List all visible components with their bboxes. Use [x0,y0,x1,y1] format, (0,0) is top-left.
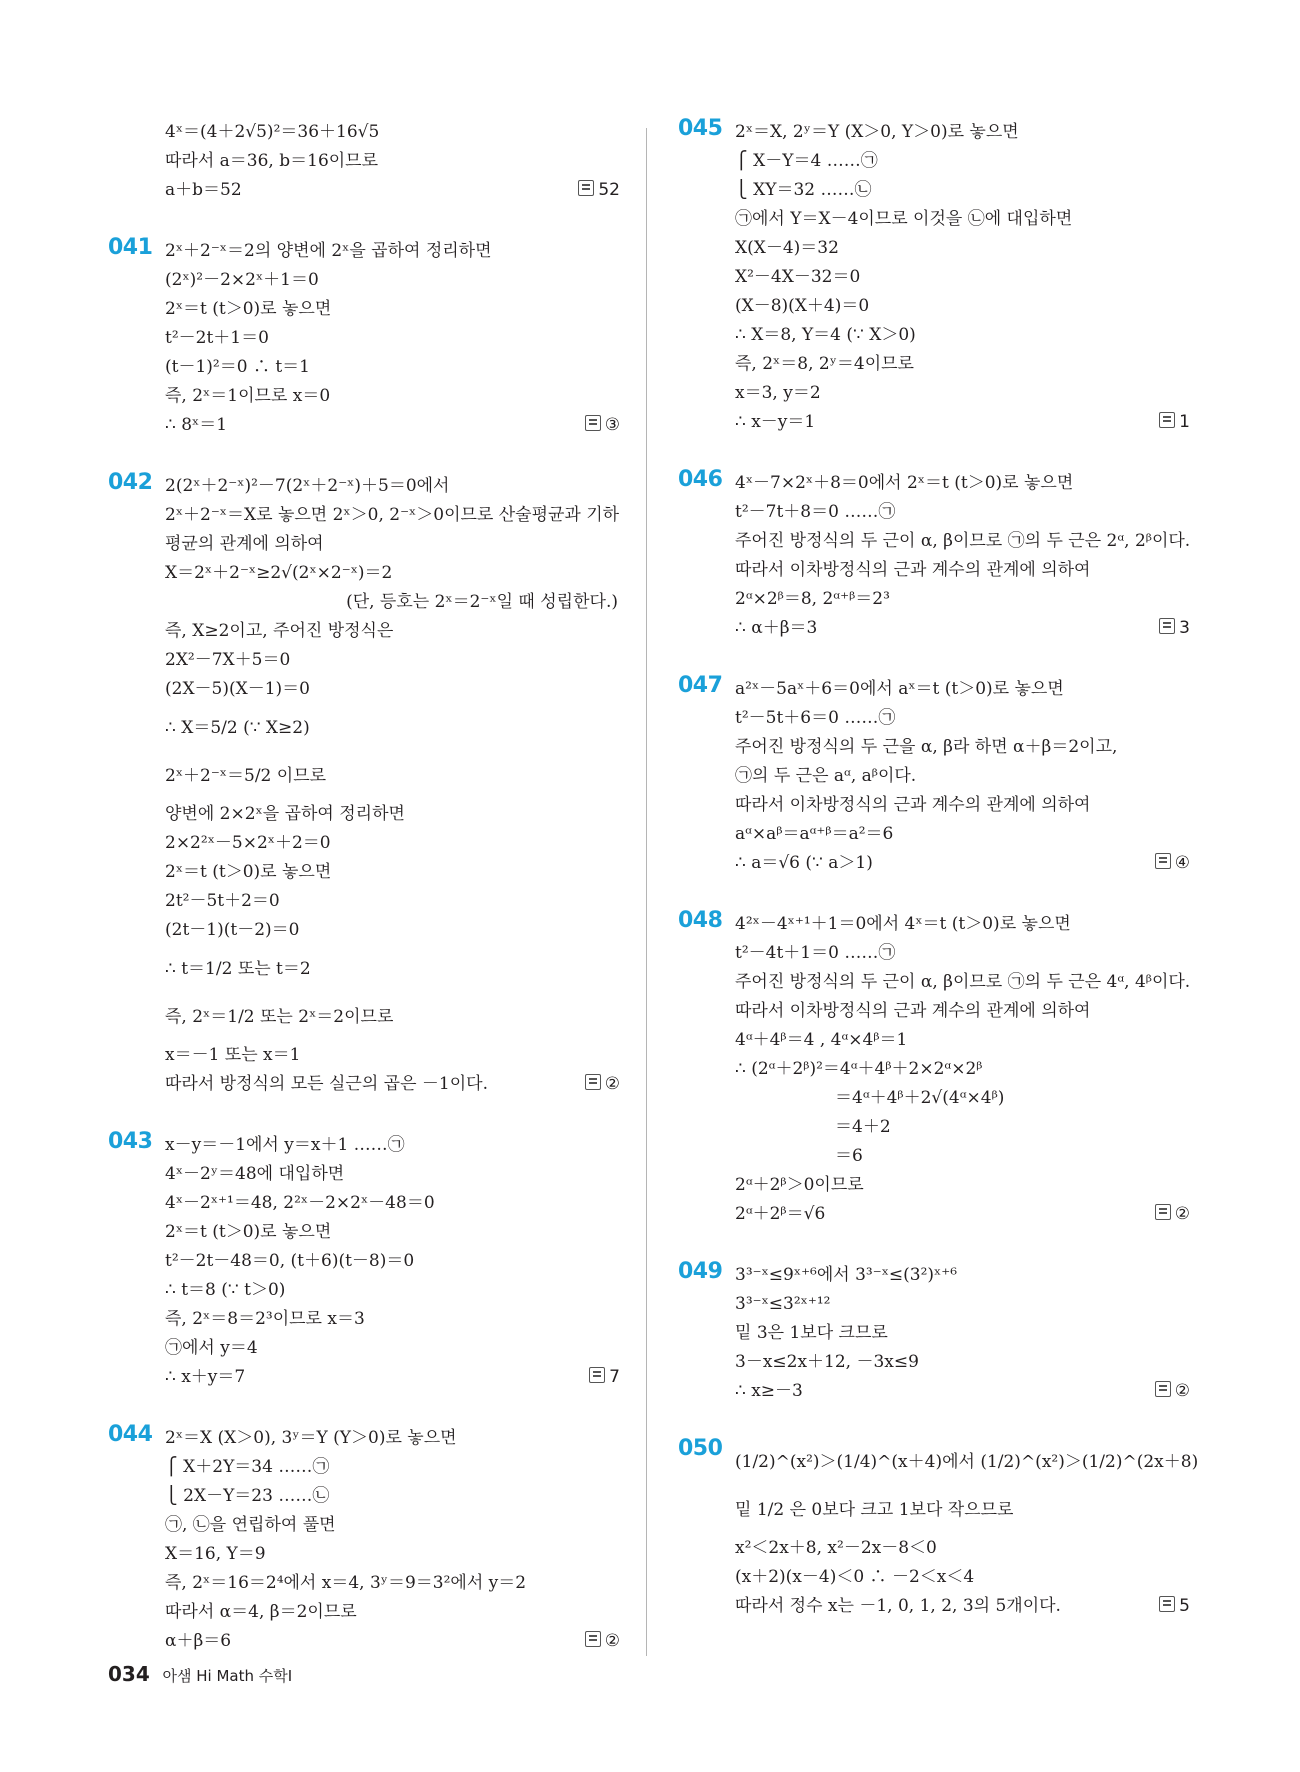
solution-line-text: a＋b＝52 [165,180,242,200]
answer-mark [585,1627,620,1656]
solution-line-text: ∴ t＝1/2 또는 t＝2 [165,959,311,979]
solution-line-text: 따라서 이차방정식의 근과 계수의 관계에 의하여 [735,560,1091,580]
problem-number: 048 [678,908,723,933]
solution-line-text: ∴ a＝√6 (∵ a＞1) [735,853,873,873]
answer-value: 3 [1179,618,1190,638]
solution-lines [735,1261,1190,1406]
solution-line-text: 따라서 α＝4, β＝2이므로 [165,1602,357,1622]
solution-lines [735,469,1190,643]
solution-line-text: 2ˣ＝t (t＞0)로 놓으면 [165,1222,332,1242]
solution-line-text: 따라서 방정식의 모든 실근의 곱은 －1이다. [165,1074,488,1094]
answer-mark [1155,1377,1190,1406]
solution-line-text: 즉, 2ˣ＝1이므로 x＝0 [165,386,331,406]
solution-line-text: (단, 등호는 2ˣ＝2⁻ˣ일 때 성립한다.) [346,592,618,612]
solution-lines [735,675,1190,878]
solution-line [165,237,620,266]
solution-line [735,408,1190,437]
solution-line [165,704,620,752]
solution-line [735,498,1190,527]
solution-line-text: 따라서 이차방정식의 근과 계수의 관계에 의하여 [735,1001,1091,1021]
solution-line [165,353,620,382]
solution-line-text: (2t－1)(t－2)＝0 [165,920,300,940]
solution-line [735,585,1190,614]
solution-line-text: 4²ˣ－4ˣ⁺¹＋1＝0에서 4ˣ＝t (t＞0)로 놓으면 [735,914,1071,934]
solution-line-text: 2t²－5t＋2＝0 [165,891,280,911]
solution-line [735,321,1190,350]
answer-value: 7 [609,1367,620,1387]
solution-line [735,1438,1199,1486]
solution-line [735,791,1190,820]
solution-line [735,820,1190,849]
solution-line [165,752,620,800]
solution-line-text: 즉, 2ˣ＝8＝2³이므로 x＝3 [165,1309,365,1329]
column-divider [646,128,647,1656]
solution-line [165,1569,620,1598]
solution-line [735,997,1190,1026]
solution-line-text: t²－4t＋1＝0 ……㉠ [735,943,896,963]
problem-number: 041 [108,235,153,260]
problem-block [678,1261,1190,1406]
solution-line-text: 따라서 정수 x는 －1, 0, 1, 2, 3의 5개이다. [735,1596,1061,1616]
solution-line [165,588,620,617]
problem-block [678,118,1190,437]
solution-line [165,324,620,353]
answer-icon [1155,1381,1171,1397]
solution-line [735,350,1190,379]
solution-line-text: ＝4ᵅ＋4ᵝ＋2√(4ᵅ×4ᵝ) [835,1088,1005,1108]
solution-line-text: 밑 1/2 은 0보다 크고 1보다 작으므로 [735,1500,1014,1520]
answer-icon [1159,1596,1175,1612]
solution-line [165,1070,620,1099]
answer-value: ③ [604,415,620,435]
answer-value: ④ [1174,853,1190,873]
solution-line [165,1041,620,1070]
answer-mark [585,1070,620,1099]
answer-value: 1 [1179,412,1190,432]
solution-line-text: 즉, 2ˣ＝1/2 또는 2ˣ＝2이므로 [165,1007,394,1027]
solution-line [165,266,620,295]
solution-line [165,382,620,411]
solution-line-text: ＝4＋2 [835,1117,891,1137]
solution-line [165,617,620,646]
solution-line [735,1113,1190,1142]
solution-line [735,469,1190,498]
solution-line-text: ∴ X＝8, Y＝4 (∵ X＞0) [735,325,916,345]
solution-line-text: (x＋2)(x－4)＜0 ∴ －2＜x＜4 [735,1567,975,1587]
solution-line-text: ⎧ X－Y＝4 ……㉠ [735,151,878,171]
solution-line [735,762,1190,791]
solution-line-text: t²－2t＋1＝0 [165,328,269,348]
solution-line [735,176,1190,205]
solution-line [165,646,620,675]
solution-line [165,411,620,440]
solution-line-text: 3－x≤2x＋12, －3x≤9 [735,1352,919,1372]
page-number: 034 [108,1662,150,1686]
solution-line [735,614,1190,643]
solution-line [165,945,620,993]
solution-line [165,530,620,559]
right-column [678,116,1199,1621]
solution-line [165,675,620,704]
solution-line-text: ∴ x－y＝1 [735,412,816,432]
solution-line [165,176,620,205]
solution-line-text: 2ˣ＝t (t＞0)로 놓으면 [165,299,332,319]
solution-line-text: (2ˣ)²－2×2ˣ＋1＝0 [165,270,319,290]
solution-line [735,379,1190,408]
solution-line-text: 2ᵅ×2ᵝ＝8, 2ᵅ⁺ᵝ＝2³ [735,589,890,609]
solution-line [735,968,1190,997]
solution-lines [165,1131,620,1392]
solution-line-text: ㉠에서 y＝4 [165,1338,258,1358]
answer-mark [1159,408,1190,437]
solution-line-text: 2ˣ＋2⁻ˣ＝X로 놓으면 2ˣ＞0, 2⁻ˣ＞0이므로 산술평균과 기하 [165,505,620,525]
solution-line-text: a²ˣ－5aˣ＋6＝0에서 aˣ＝t (t＞0)로 놓으면 [735,679,1064,699]
solution-line [165,1160,620,1189]
solution-line [735,263,1190,292]
solution-line-text: 2ᵅ＋2ᵝ＞0이므로 [735,1175,864,1195]
solution-line-text: x－y＝－1에서 y＝x＋1 ……㉠ [165,1135,405,1155]
problem-block [108,1131,620,1392]
answer-value: 5 [1179,1596,1190,1616]
solution-lines [165,472,620,1099]
solution-line-text: ⎧ X＋2Y＝34 ……㉠ [165,1457,330,1477]
solution-line [735,205,1190,234]
answer-icon [585,415,601,431]
problem-block [678,1436,1199,1621]
solution-line [165,1363,620,1392]
answer-mark [578,176,620,205]
solution-line [735,1592,1190,1621]
answer-icon [578,180,594,196]
solution-line [165,1305,620,1334]
solution-line-text: 주어진 방정식의 두 근이 α, β이므로 ㉠의 두 근은 2ᵅ, 2ᵝ이다. [735,531,1191,551]
solution-line-text: x＝3, y＝2 [735,383,821,403]
solution-line-text: 4ˣ－7×2ˣ＋8＝0에서 2ˣ＝t (t＞0)로 놓으면 [735,473,1074,493]
problem-number: 044 [108,1422,153,1447]
solution-line-text: ∴ x＋y＝7 [165,1367,246,1387]
solution-line-text: ∴ α＋β＝3 [735,618,818,638]
solution-line [165,1218,620,1247]
solution-line-text: 밑 3은 1보다 크므로 [735,1323,888,1343]
solution-line [735,292,1190,321]
solution-line [735,1348,1190,1377]
solution-lines [165,237,620,440]
solution-line [735,1563,1190,1592]
problem-block [678,910,1190,1229]
solution-line-text: 따라서 a＝36, b＝16이므로 [165,151,379,171]
solution-line-text: 2ˣ＝X, 2ʸ＝Y (X＞0, Y＞0)로 놓으면 [735,122,1019,142]
answer-icon [1159,412,1175,428]
solution-line [165,1627,620,1656]
solution-line [165,916,620,945]
answer-mark [589,1363,620,1392]
solution-line [735,147,1190,176]
answer-icon [1159,618,1175,634]
solution-line [735,1084,1190,1113]
solution-line-text: 주어진 방정식의 두 근을 α, β라 하면 α＋β＝2이고, [735,737,1118,757]
solution-line [735,675,1190,704]
answer-value: ② [604,1074,620,1094]
solution-line [735,556,1190,585]
answer-value: 52 [598,180,620,200]
answer-mark [1155,849,1190,878]
answer-icon [1155,1204,1171,1220]
problem-number: 043 [108,1129,153,1154]
solution-line [165,829,620,858]
solution-line [735,733,1190,762]
solution-line [735,1026,1190,1055]
solution-line [735,849,1190,878]
solution-line-text: ㉠, ㉡을 연립하여 풀면 [165,1515,336,1535]
solution-line-text: 4ˣ－2ˣ⁺¹＝48, 2²ˣ－2×2ˣ－48＝0 [165,1193,435,1213]
solution-line-text: ⎩ 2X－Y＝23 ……㉡ [165,1486,330,1506]
solution-line [735,1377,1190,1406]
solution-line-text: 2ˣ＋2⁻ˣ＝5/2 이므로 [165,766,327,786]
answer-icon [1155,853,1171,869]
solution-line [735,1319,1190,1348]
solution-line [165,1276,620,1305]
answer-mark [585,411,620,440]
solution-line-text: ⎩ XY＝32 ……㉡ [735,180,872,200]
solution-line-text: 주어진 방정식의 두 근이 α, β이므로 ㉠의 두 근은 4ᵅ, 4ᵝ이다. [735,972,1191,992]
solution-line [735,1142,1190,1171]
solution-line [165,1189,620,1218]
solution-line [735,118,1190,147]
answer-value: ② [1174,1381,1190,1401]
solution-line [735,939,1190,968]
solution-line [165,1540,620,1569]
solution-line [165,501,620,530]
solution-line-text: t²－7t＋8＝0 ……㉠ [735,502,896,522]
problem-block [678,675,1190,878]
answer-icon [585,1631,601,1647]
solution-line-text: (t－1)²＝0 ∴ t＝1 [165,357,310,377]
solution-line-text: 양변에 2×2ˣ을 곱하여 정리하면 [165,804,405,824]
solution-line [165,993,620,1041]
solution-line-text: 2ˣ＝X (X＞0), 3ʸ＝Y (Y＞0)로 놓으면 [165,1428,457,1448]
solution-line [735,1486,1190,1534]
solution-line-text: 2×2²ˣ－5×2ˣ＋2＝0 [165,833,331,853]
solution-line [165,858,620,887]
answer-icon [589,1367,605,1383]
answer-mark [1159,614,1190,643]
problem-number: 045 [678,116,723,141]
solution-line [165,1334,620,1363]
solution-lines [165,1424,620,1656]
solution-line [165,147,620,176]
solution-line-text: (2X－5)(X－1)＝0 [165,679,310,699]
solution-line [165,1131,620,1160]
solution-line-text: 2ᵅ＋2ᵝ＝√6 [735,1204,826,1224]
solution-line-text: X＝16, Y＝9 [165,1544,266,1564]
solution-line [735,704,1190,733]
solution-line-text: 4ˣ＝(4＋2√5)²＝36＋16√5 [165,122,380,142]
solution-line-text: t²－5t＋6＝0 ……㉠ [735,708,896,728]
preamble-block [108,118,620,205]
solution-line [165,295,620,324]
solution-line-text: 즉, 2ˣ＝16＝2⁴에서 x＝4, 3ʸ＝9＝3²에서 y＝2 [165,1573,527,1593]
solution-line [165,1453,620,1482]
solution-line-text: (X－8)(X＋4)＝0 [735,296,870,316]
solution-line [735,1055,1190,1084]
problem-number: 046 [678,467,723,492]
solution-line-text: t²－2t－48＝0, (t＋6)(t－8)＝0 [165,1251,415,1271]
solution-line [165,559,620,588]
solution-line-text: ㉠에서 Y＝X－4이므로 이것을 ㉡에 대입하면 [735,209,1073,229]
solution-line [165,472,620,501]
page-footer [108,1662,292,1686]
answer-value: ② [1174,1204,1190,1224]
problem-number: 042 [108,470,153,495]
problem-number: 050 [678,1436,723,1461]
solution-line-text: x＝－1 또는 x＝1 [165,1045,301,1065]
problem-block [108,1424,620,1656]
problem-number: 047 [678,673,723,698]
solution-line [735,234,1190,263]
solution-line [165,118,620,147]
solution-line-text: (1/2)^(x²)＞(1/4)^(x＋4)에서 (1/2)^(x²)＞(1/2)^(2x＋8) [735,1452,1199,1472]
solution-line-text: 즉, X≥2이고, 주어진 방정식은 [165,621,394,641]
solution-line-text: X²－4X－32＝0 [735,267,861,287]
solution-line-text: X＝2ˣ＋2⁻ˣ≥2√(2ˣ×2⁻ˣ)＝2 [165,563,393,583]
solution-lines [735,118,1190,437]
solution-line-text: 3³⁻ˣ≤3²ˣ⁺¹² [735,1294,831,1314]
solution-line-text: ∴ X＝5/2 (∵ X≥2) [165,718,310,738]
solution-line [735,910,1190,939]
solution-line-text: aᵅ×aᵝ＝aᵅ⁺ᵝ＝a²＝6 [735,824,894,844]
solution-lines [165,118,620,205]
solution-line-text: ㉠의 두 근은 aᵅ, aᵝ이다. [735,766,917,786]
solution-line [165,1482,620,1511]
solution-line-text: ∴ t＝8 (∵ t＞0) [165,1280,286,1300]
solution-line [165,1247,620,1276]
solution-line-text: 평균의 관계에 의하여 [165,534,324,554]
solution-line-text: 2ˣ＝t (t＞0)로 놓으면 [165,862,332,882]
solution-line-text: 2ˣ＋2⁻ˣ＝2의 양변에 2ˣ을 곱하여 정리하면 [165,241,492,261]
problem-number: 049 [678,1259,723,1284]
solution-line-text: 2X²－7X＋5＝0 [165,650,291,670]
solution-line [165,1598,620,1627]
solution-line-text: 3³⁻ˣ≤9ˣ⁺⁶에서 3³⁻ˣ≤(3²)ˣ⁺⁶ [735,1265,958,1285]
solution-line [165,1511,620,1540]
answer-icon [585,1074,601,1090]
solution-line-text: X(X－4)＝32 [735,238,839,258]
left-column [108,118,620,1656]
solution-line-text: 2(2ˣ＋2⁻ˣ)²－7(2ˣ＋2⁻ˣ)＋5＝0에서 [165,476,450,496]
solution-line-text: x²＜2x＋8, x²－2x－8＜0 [735,1538,937,1558]
solution-line-text: ∴ (2ᵅ＋2ᵝ)²＝4ᵅ＋4ᵝ＋2×2ᵅ×2ᵝ [735,1059,983,1079]
problem-block [678,469,1190,643]
solution-line-text: 따라서 이차방정식의 근과 계수의 관계에 의하여 [735,795,1091,815]
solution-line [735,1534,1190,1563]
solution-line-text: 4ˣ－2ʸ＝48에 대입하면 [165,1164,345,1184]
solution-line [735,527,1190,556]
solution-line-text: ∴ x≥－3 [735,1381,803,1401]
solution-line [165,1424,620,1453]
book-title: 아샘 Hi Math 수학Ⅰ [162,1667,293,1685]
solution-line [735,1261,1190,1290]
problem-block [108,472,620,1099]
answer-mark [1159,1592,1190,1621]
solution-lines [735,1438,1199,1621]
solution-line-text: 즉, 2ˣ＝8, 2ʸ＝4이므로 [735,354,914,374]
answer-mark [1155,1200,1190,1229]
problem-block [108,237,620,440]
solution-line [165,887,620,916]
solution-line-text: α＋β＝6 [165,1631,232,1651]
answer-value: ② [604,1631,620,1651]
solution-lines [735,910,1190,1229]
solution-line-text: 4ᵅ＋4ᵝ＝4 , 4ᵅ×4ᵝ＝1 [735,1030,908,1050]
solution-line [735,1171,1190,1200]
solution-line [735,1290,1190,1319]
solution-line [735,1200,1190,1229]
solution-line-text: ∴ 8ˣ＝1 [165,415,228,435]
solution-line [165,800,620,829]
solution-line-text: ＝6 [835,1146,863,1166]
